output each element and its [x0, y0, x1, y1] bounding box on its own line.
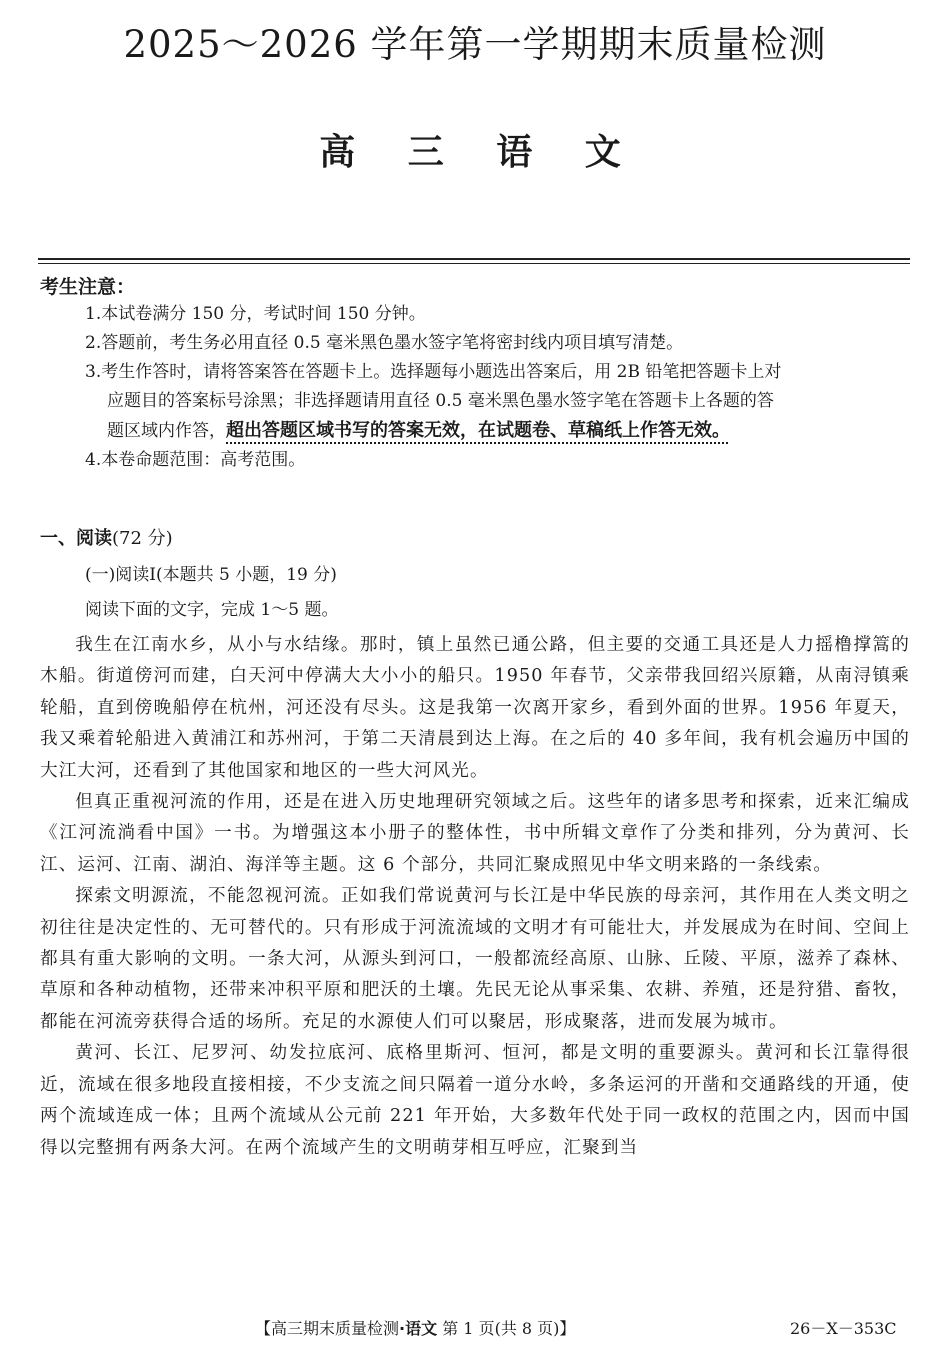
- section-title: 一、阅读: [40, 528, 112, 549]
- passage-paragraph: 探索文明源流，不能忽视河流。正如我们常说黄河与长江是中华民族的母亲河，其作用在人类文明之初往往是决定性的、无可替代的。只有形成于河流流域的文明才有可能壮大，并发展成为在时间、空间上都具有重大影响的文明。一条大河，从源头到河口，一般都流经高原、山脉、丘陵、平原，滋养了森林、草原和各种动植物，还带来冲积平原和肥沃的土壤。先民无论从事采集、农耕、养殖，还是狩猎、畜牧，都能在河流旁获得合适的场所。充足的水源使人们可以聚居，形成聚落，进而发展为城市。: [40, 886, 910, 1032]
- notice-text: 答题前，考生务必用直径 0.5 毫米黑色墨水签字笔将密封线内项目填写清楚。: [101, 333, 684, 353]
- notice-number: 1.: [85, 304, 102, 324]
- reading-passage: [40, 630, 910, 1164]
- footer-bracket: 【: [255, 1319, 272, 1338]
- footer-code: 26－X－353C: [790, 1319, 897, 1338]
- notice-heading: 考生注意：: [40, 276, 136, 298]
- notice-text-continued: 应题目的答案标号涂黑；非选择题请用直径 0.5 毫米黑色墨水签字笔在答题卡上各题的答: [107, 391, 774, 411]
- subject-title: 高 三 语 文: [319, 132, 641, 173]
- notice-number: 3.: [85, 362, 102, 382]
- section-heading: [40, 524, 173, 550]
- notice-number: 4.: [85, 450, 102, 470]
- reading-instruction: 阅读下面的文字，完成 1～5 题。: [85, 600, 339, 620]
- notice-item-2: [85, 329, 911, 358]
- notice-list: [85, 300, 911, 475]
- notice-text: 本试卷满分 150 分，考试时间 150 分钟。: [101, 304, 426, 324]
- subsection-heading: (一)阅读Ⅰ(本题共 5 小题，19 分): [85, 565, 337, 585]
- header-divider-thick: [38, 258, 910, 260]
- notice-text: 本卷命题范围：高考范围。: [101, 450, 306, 470]
- exam-title: 2025～2026 学年第一学期期末质量检测: [123, 23, 827, 66]
- notice-emphasis: 超出答题区域书写的答案无效，在试题卷、草稿纸上作答无效。: [226, 420, 730, 441]
- notice-item-3: [85, 358, 911, 446]
- footer-doc-name: 高三期末质量检测: [271, 1319, 400, 1338]
- footer-info: [255, 1316, 575, 1339]
- notice-number: 2.: [85, 333, 102, 353]
- section-score: (72 分): [112, 528, 173, 549]
- passage-paragraph: 但真正重视河流的作用，还是在进入历史地理研究领域之后。这些年的诸多思考和探索，近来汇编成《江河流淌看中国》一书。为增强这本小册子的整体性，书中所辑文章作了分类和排列，分为黄河、长江、运河、江南、湖泊、海洋等主题。这 6 个部分，共同汇聚成照见中华文明来路的一条线索。: [40, 792, 910, 875]
- passage-paragraph: 黄河、长江、尼罗河、幼发拉底河、底格里斯河、恒河，都是文明的重要源头。黄河和长江靠得很近，流域在很多地段直接相接，不少支流之间只隔着一道分水岭，多条运河的开凿和交通路线的开通，使两个流域连成一体；且两个流域从公元前 221 年开始，大多数年代处于同一政权的范围之内，因而中国得以完整拥有两条大河。在两个流域产生的文明萌芽相互呼应，汇聚到当: [40, 1043, 910, 1158]
- notice-item-1: [85, 300, 911, 329]
- footer-bracket: 】: [559, 1319, 576, 1338]
- footer-subject: 语文: [405, 1319, 438, 1338]
- header-divider-thin: [38, 263, 910, 264]
- notice-text: 题区域内作答，: [107, 421, 226, 441]
- footer-page-number: 第 1 页(共 8 页): [442, 1319, 560, 1338]
- notice-text-continued: [85, 416, 911, 446]
- footer-separator: ·: [399, 1319, 406, 1338]
- notice-text: 考生作答时，请将答案答在答题卡上。选择题每小题选出答案后，用 2B 铅笔把答题卡上对: [101, 362, 782, 382]
- passage-paragraph: 我生在江南水乡，从小与水结缘。那时，镇上虽然已通公路，但主要的交通工具还是人力摇橹撑篙的木船。街道傍河而建，白天河中停满大大小小的船只。1950 年春节，父亲带我回绍兴原籍，从南浔镇乘轮船，直到傍晚船停在杭州，河还没有尽头。这是我第一次离开家乡，看到外面的世界。1956 年夏天，我又乘着轮船进入黄浦江和苏州河，于第二天清晨到达上海。在之后的 40 多年间，我有机会遍历中国的大江大河，还看到了其他国家和地区的一些大河风光。: [40, 635, 910, 781]
- notice-item-4: [85, 446, 911, 475]
